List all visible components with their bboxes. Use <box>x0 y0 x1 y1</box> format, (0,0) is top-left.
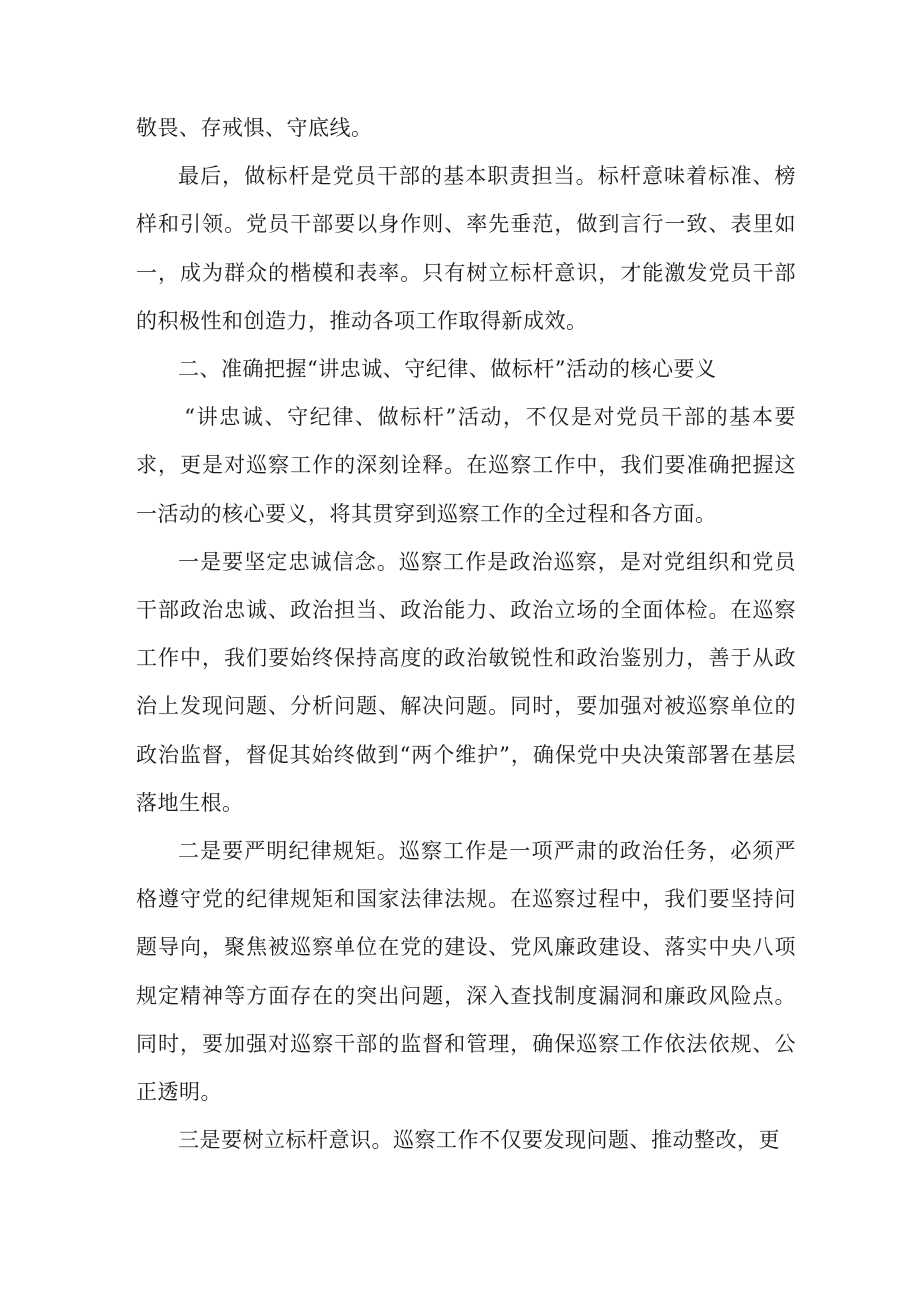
paragraph-benchmark: 三是要树立标杆意识。巡察工作不仅要发现问题、推动整改，更 <box>178 1128 780 1153</box>
section-heading-2: 二、准确把握“讲忠诚、守纪律、做标杆”活动的核心要义 <box>178 357 717 382</box>
paragraph-biaogan: 最后，做标杆是党员干部的基本职责担当。标杆意味着标准、榜样和引领。党员干部要以身作则、率先垂范，做到言行一致、表里如一，成为群众的楷模和表率。只有树立标杆意识，才能激发党员干部的积极性和创造力，推动各项工作取得新成效。 <box>136 164 796 333</box>
document-body <box>136 104 796 1164</box>
paragraph-continued: 敬畏、存戒惧、守底线。 <box>136 116 373 140</box>
paragraph-activity-intro: “讲忠诚、守纪律、做标杆”活动，不仅是对党员干部的基本要求，更是对巡察工作的深刻诠释。在巡察工作中，我们要准确把握这一活动的核心要义，将其贯穿到巡察工作的全过程和各方面。 <box>136 405 796 526</box>
paragraph-discipline: 二是要严明纪律规矩。巡察工作是一项严肃的政治任务，必须严格遵守党的纪律规矩和国家法律法规。在巡察过程中，我们要坚持问题导向，聚焦被巡察单位在党的建设、党风廉政建设、落实中央八项规定精神等方面存在的突出问题，深入查找制度漏洞和廉政风险点。同时，要加强对巡察干部的监督和管理，确保巡察工作依法依规、公正透明。 <box>136 839 796 1105</box>
paragraph-loyalty: 一是要坚定忠诚信念。巡察工作是政治巡察，是对党组织和党员干部政治忠诚、政治担当、政治能力、政治立场的全面体检。在巡察工作中，我们要始终保持高度的政治敏锐性和政治鉴别力，善于从政治上发现问题、分析问题、解决问题。同时，要加强对被巡察单位的政治监督，督促其始终做到“两个维护”，确保党中央决策部署在基层落地生根。 <box>136 549 796 815</box>
